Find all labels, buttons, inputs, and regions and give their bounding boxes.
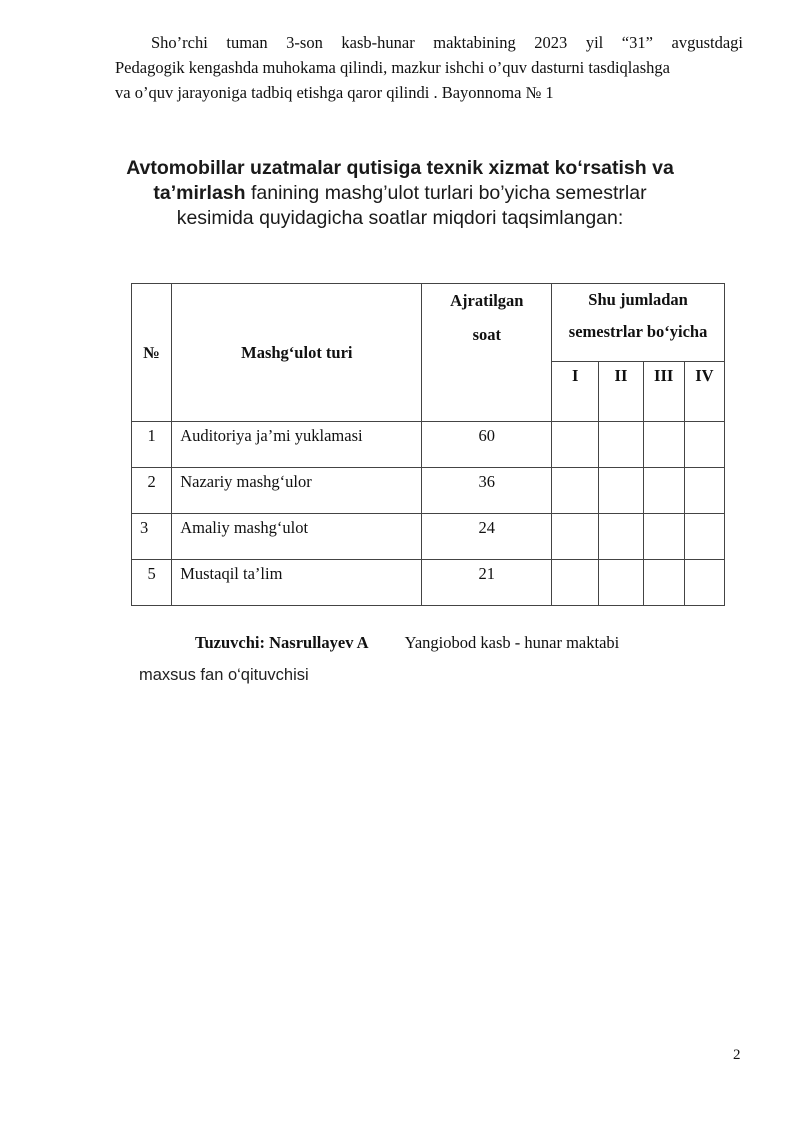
intro-paragraph — [115, 30, 743, 105]
row-semester-cell — [599, 468, 643, 514]
header-allocated-hours — [422, 284, 552, 422]
row-number: 2 — [132, 468, 172, 514]
row-semester-cell — [643, 422, 684, 468]
row-hours: 60 — [422, 422, 552, 468]
row-semester-cell — [684, 468, 724, 514]
row-number: 5 — [132, 560, 172, 606]
header-sem-line-1: Shu jumladan — [588, 290, 688, 309]
table-row — [132, 560, 725, 606]
table-row — [132, 468, 725, 514]
row-semester-cell — [643, 468, 684, 514]
row-activity: Amaliy mashg‘ulot — [172, 514, 422, 560]
header-semester-4: IV — [684, 362, 724, 422]
row-hours: 24 — [422, 514, 552, 560]
header-sem-line-2: semestrlar bo‘yicha — [568, 322, 708, 341]
header-hours-line-2: soat — [472, 325, 501, 344]
row-hours: 36 — [422, 468, 552, 514]
row-semester-cell — [684, 422, 724, 468]
table-row — [132, 422, 725, 468]
table-row — [132, 514, 725, 560]
intro-line-3: va o’quv jarayoniga tadbiq etishga qaror qilindi . Bayonnoma № 1 — [115, 83, 554, 102]
row-semester-cell — [552, 468, 599, 514]
document-title — [120, 156, 680, 231]
row-activity: Mustaqil ta’lim — [172, 560, 422, 606]
row-semester-cell — [599, 422, 643, 468]
author-role: maxsus fan o‘qituvchisi — [139, 666, 309, 684]
row-semester-cell — [599, 560, 643, 606]
header-number: № — [132, 284, 172, 422]
row-number: 3 — [132, 514, 172, 560]
row-semester-cell — [552, 560, 599, 606]
title-line-2-rest: fanining mashg’ulot turlari bo’yicha semestrlar — [245, 182, 647, 204]
header-semester-1: I — [552, 362, 599, 422]
author-line — [195, 630, 619, 655]
author-name: Tuzuvchi: Nasrullayev A — [195, 633, 369, 652]
hours-table — [131, 283, 725, 606]
row-semester-cell — [684, 514, 724, 560]
author-school: Yangiobod kasb - hunar maktabi — [404, 633, 620, 652]
page-number: 2 — [733, 1047, 741, 1063]
table-header-row — [132, 284, 725, 362]
row-semester-cell — [552, 422, 599, 468]
header-hours-line-1: Ajratilgan — [450, 291, 524, 310]
row-activity: Nazariy mashg‘ulor — [172, 468, 422, 514]
row-hours: 21 — [422, 560, 552, 606]
header-semesters — [552, 284, 725, 362]
row-semester-cell — [643, 514, 684, 560]
title-line-3: kesimida quyidagicha soatlar miqdori taqsimlangan: — [176, 207, 624, 229]
intro-line-1: Sho’rchi tuman 3-son kasb-hunar maktabining 2023 yil “31” avgustdagi — [151, 33, 743, 52]
row-number: 1 — [132, 422, 172, 468]
row-activity: Auditoriya ja’mi yuklamasi — [172, 422, 422, 468]
row-semester-cell — [552, 514, 599, 560]
row-semester-cell — [599, 514, 643, 560]
header-activity-type: Mashg‘ulot turi — [172, 284, 422, 422]
row-semester-cell — [643, 560, 684, 606]
intro-line-2: Pedagogik kengashda muhokama qilindi, mazkur ishchi o’quv dasturni tasdiqlashga — [115, 58, 670, 77]
title-bold-line-1: Avtomobillar uzatmalar qutisiga texnik xizmat ko‘rsatish va — [126, 157, 674, 179]
row-semester-cell — [684, 560, 724, 606]
title-bold-line-2: ta’mirlash — [153, 182, 246, 204]
header-semester-2: II — [599, 362, 643, 422]
header-semester-3: III — [643, 362, 684, 422]
